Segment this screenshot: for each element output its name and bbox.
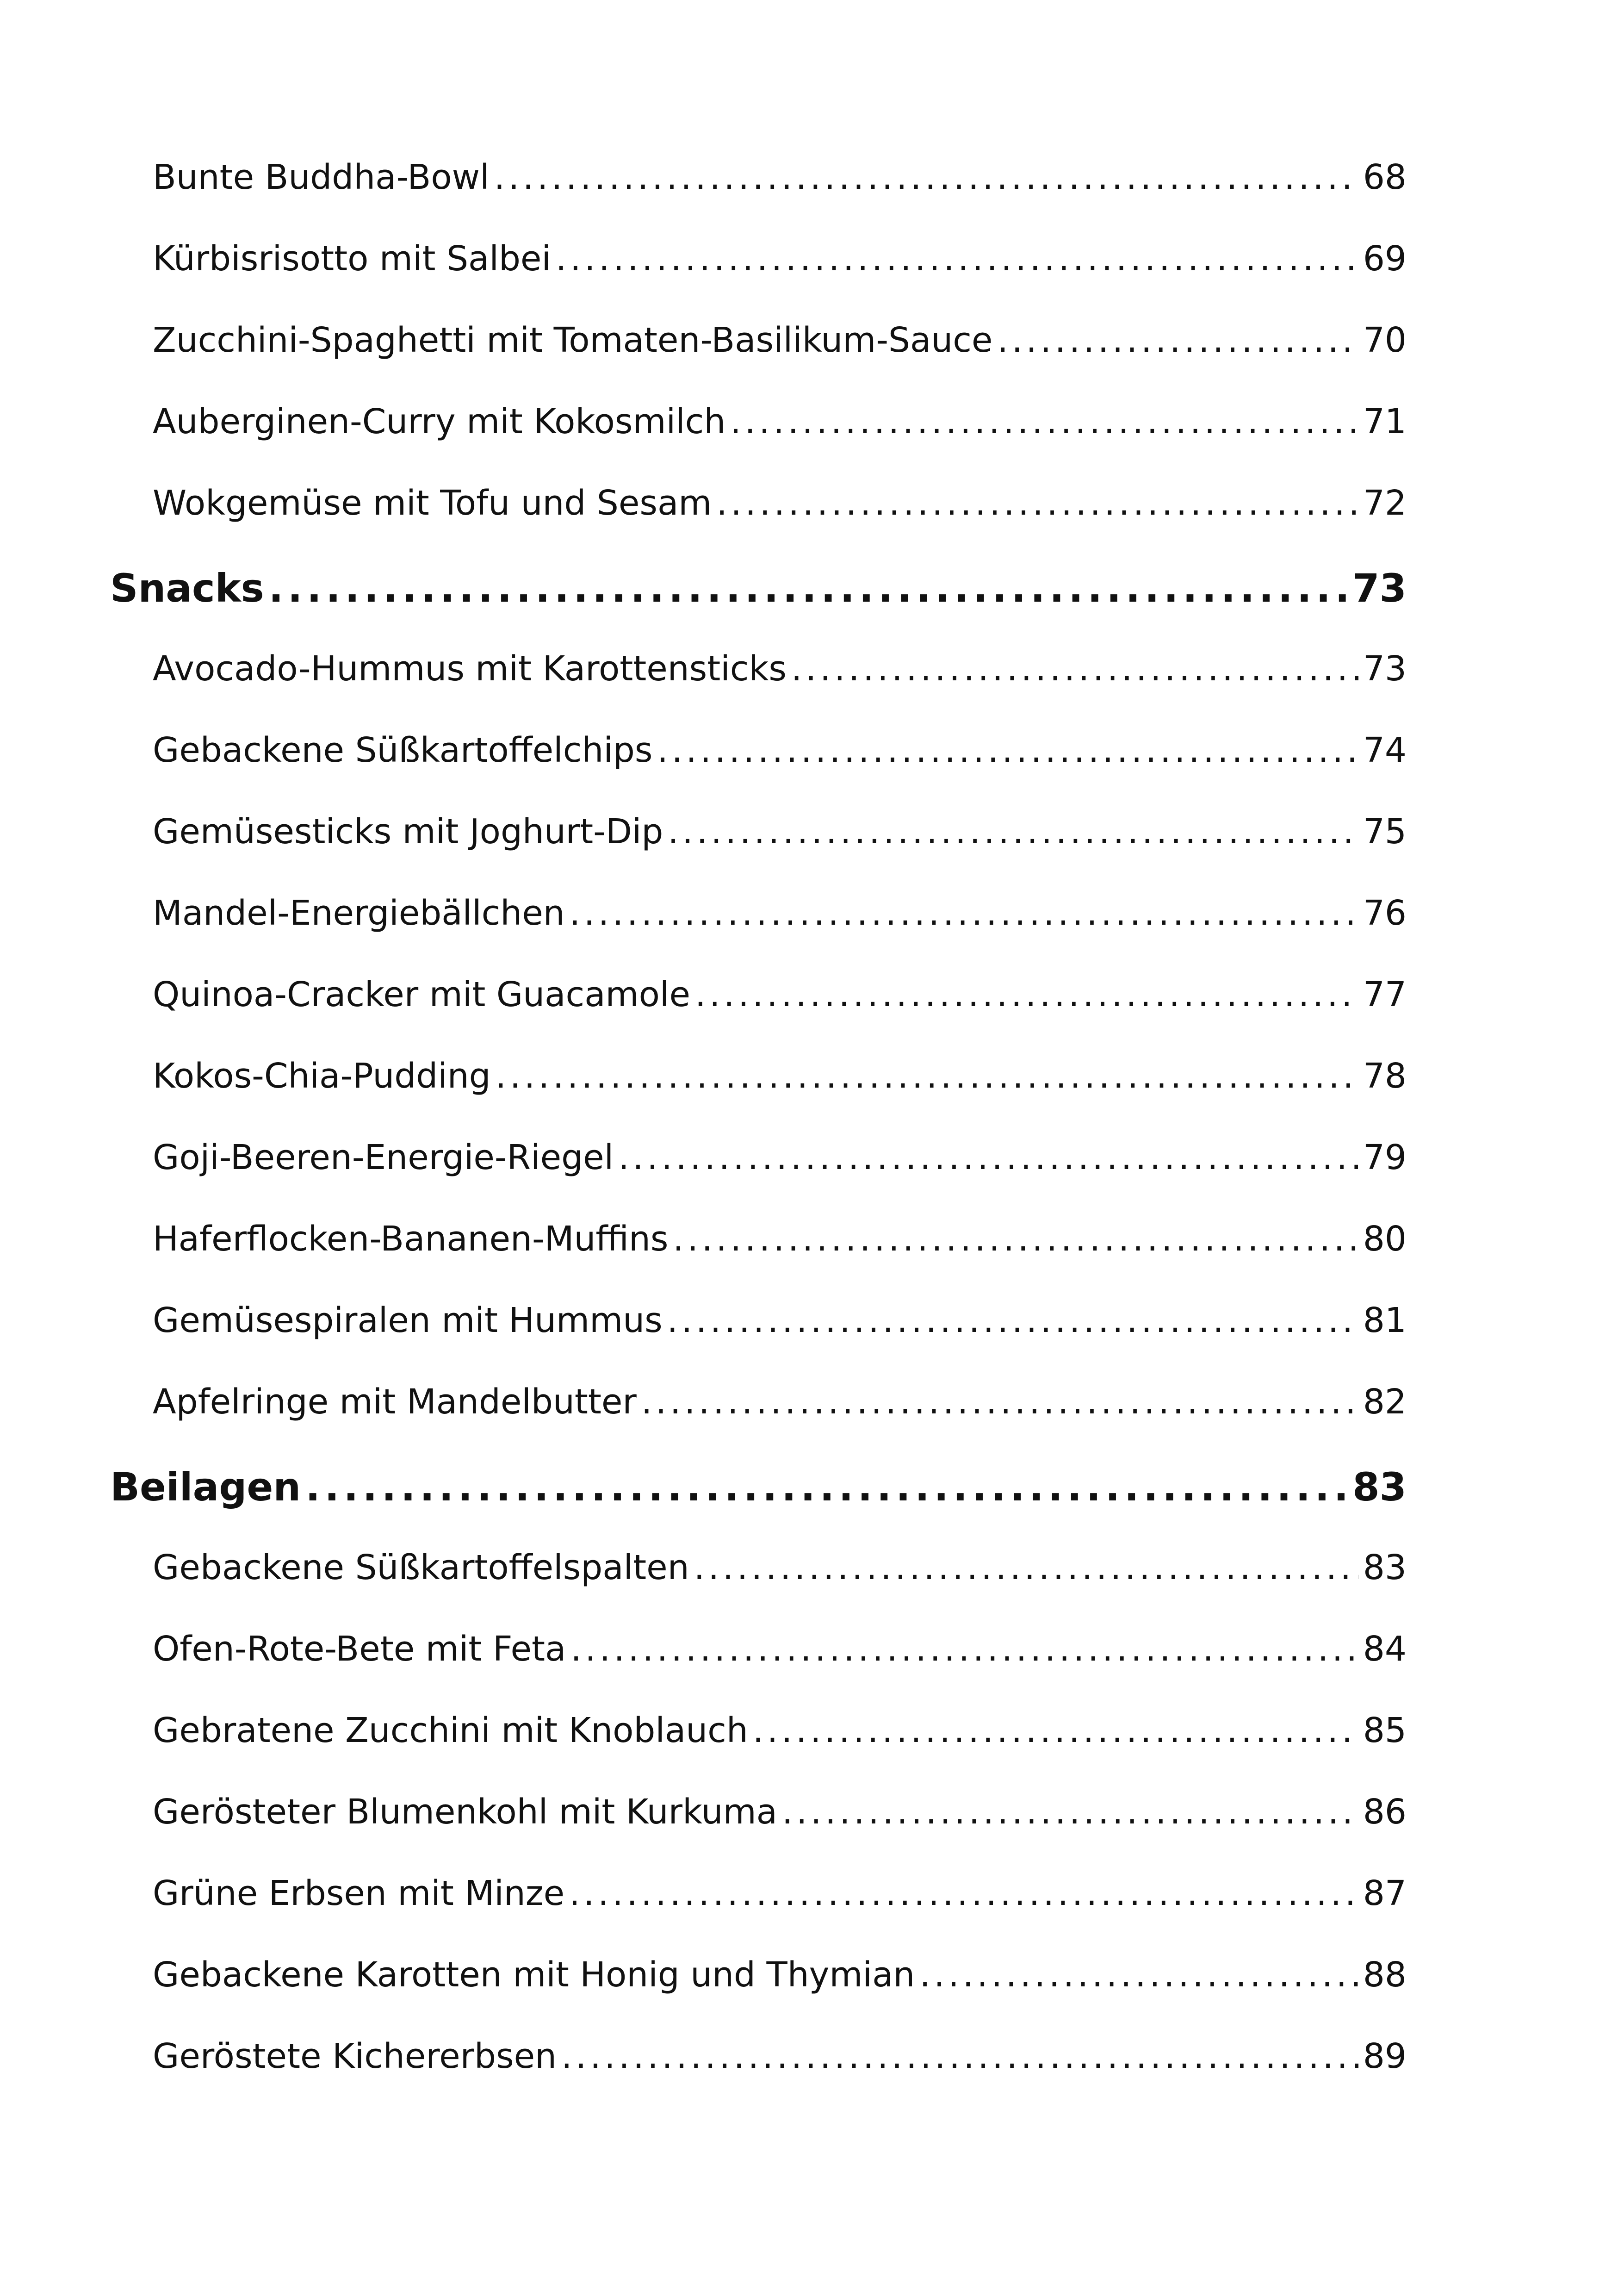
toc-entry-title: Quinoa-Cracker mit Guacamole xyxy=(153,975,690,1014)
toc-page-number: 75 xyxy=(1363,812,1407,852)
toc-entry-title: Zucchini-Spaghetti mit Tomaten-Basilikum-Sauce xyxy=(153,320,993,360)
toc-entry xyxy=(153,1955,1407,1995)
toc-entry xyxy=(153,239,1407,279)
toc-entry-title: Grüne Erbsen mit Minze xyxy=(153,1873,565,1913)
toc-page-number: 83 xyxy=(1363,1548,1407,1587)
toc-entry xyxy=(153,1138,1407,1177)
toc-entry-title: Gerösteter Blumenkohl mit Kurkuma xyxy=(153,1792,777,1832)
dot-leader xyxy=(569,1873,1358,1913)
toc-entry xyxy=(153,1629,1407,1669)
dot-leader xyxy=(673,1219,1358,1259)
dot-leader xyxy=(657,730,1358,770)
toc-entry-title: Ofen-Rote-Bete mit Feta xyxy=(153,1629,566,1669)
toc-entry xyxy=(153,483,1407,523)
toc-entry-title: Gebackene Karotten mit Honig und Thymian xyxy=(153,1955,915,1995)
toc-entry-title: Gebackene Süßkartoffelchips xyxy=(153,730,653,770)
toc-page-number: 73 xyxy=(1363,649,1407,689)
toc-page-number: 81 xyxy=(1363,1300,1407,1340)
toc-page-number: 82 xyxy=(1363,1382,1407,1422)
toc-entry-title: Geröstete Kichererbsen xyxy=(153,2036,557,2076)
toc-entry-title: Kürbisrisotto mit Salbei xyxy=(153,239,552,279)
toc-entry xyxy=(153,1711,1407,1750)
toc-page-number: 84 xyxy=(1363,1629,1407,1669)
toc-entry-title: Snacks xyxy=(110,566,264,611)
dot-leader xyxy=(561,2036,1358,2076)
dot-leader xyxy=(618,1138,1358,1177)
toc-page-number: 87 xyxy=(1363,1873,1407,1913)
dot-leader xyxy=(694,1548,1358,1587)
dot-leader xyxy=(556,239,1358,279)
toc-entry-title: Gebackene Süßkartoffelspalten xyxy=(153,1548,689,1587)
toc-section-heading xyxy=(110,1464,1407,1510)
toc-page-number: 83 xyxy=(1352,1464,1407,1510)
toc-page-number: 86 xyxy=(1363,1792,1407,1832)
toc-entry-title: Mandel-Energiebällchen xyxy=(153,893,565,933)
toc-entry xyxy=(153,649,1407,689)
dot-leader xyxy=(997,320,1358,360)
toc-entry-title: Haferflocken-Bananen-Muffins xyxy=(153,1219,669,1259)
dot-leader xyxy=(494,157,1358,197)
dot-leader xyxy=(919,1955,1358,1995)
dot-leader xyxy=(668,812,1358,852)
dot-leader xyxy=(753,1711,1358,1750)
toc-entry-title: Gemüsesticks mit Joghurt-Dip xyxy=(153,812,663,852)
toc-page-number: 79 xyxy=(1363,1138,1407,1177)
toc-entry-title: Avocado-Hummus mit Karottensticks xyxy=(153,649,787,689)
toc-entry xyxy=(153,402,1407,442)
dot-leader xyxy=(641,1382,1358,1422)
toc-entry-title: Gemüsespiralen mit Hummus xyxy=(153,1300,663,1340)
toc-page-number: 78 xyxy=(1363,1056,1407,1096)
toc-page-number: 89 xyxy=(1363,2036,1407,2076)
toc-entry xyxy=(153,157,1407,197)
toc-entry xyxy=(153,1873,1407,1913)
dot-leader xyxy=(570,893,1358,933)
toc-entry-title: Beilagen xyxy=(110,1464,301,1510)
dot-leader xyxy=(695,975,1358,1014)
toc-page-number: 80 xyxy=(1363,1219,1407,1259)
toc-entry xyxy=(153,1792,1407,1832)
toc-entry xyxy=(153,1382,1407,1422)
dot-leader xyxy=(570,1629,1358,1669)
toc-entry xyxy=(153,893,1407,933)
toc-entry xyxy=(153,730,1407,770)
toc-entry-title: Gebratene Zucchini mit Knoblauch xyxy=(153,1711,748,1750)
toc-page-number: 85 xyxy=(1363,1711,1407,1750)
toc-entry-title: Wokgemüse mit Tofu und Sesam xyxy=(153,483,712,523)
toc-page-number: 72 xyxy=(1363,483,1407,523)
toc-entry-title: Kokos-Chia-Pudding xyxy=(153,1056,491,1096)
toc-entry xyxy=(153,320,1407,360)
dot-leader xyxy=(730,402,1358,442)
toc-entry xyxy=(153,1056,1407,1096)
toc-entry xyxy=(153,2036,1407,2076)
dot-leader xyxy=(305,1464,1348,1510)
toc-page-number: 71 xyxy=(1363,402,1407,442)
toc-entry xyxy=(153,975,1407,1014)
dot-leader xyxy=(667,1300,1358,1340)
toc-section-heading xyxy=(110,566,1407,611)
dot-leader xyxy=(782,1792,1358,1832)
toc-entry xyxy=(153,1548,1407,1587)
dot-leader xyxy=(716,483,1358,523)
toc-page-number: 70 xyxy=(1363,320,1407,360)
toc-entry-title: Auberginen-Curry mit Kokosmilch xyxy=(153,402,726,442)
toc-page-number: 76 xyxy=(1363,893,1407,933)
toc-page-number: 74 xyxy=(1363,730,1407,770)
dot-leader xyxy=(791,649,1358,689)
toc-entry-title: Bunte Buddha-Bowl xyxy=(153,157,490,197)
toc-page-number: 69 xyxy=(1363,239,1407,279)
toc-entry xyxy=(153,1300,1407,1340)
toc-page-number: 77 xyxy=(1363,975,1407,1014)
toc-entry xyxy=(153,1219,1407,1259)
toc-page-number: 88 xyxy=(1363,1955,1407,1995)
toc-entry-title: Apfelringe mit Mandelbutter xyxy=(153,1382,637,1422)
dot-leader xyxy=(269,566,1348,611)
toc-entry-title: Goji-Beeren-Energie-Riegel xyxy=(153,1138,614,1177)
toc-page-number: 73 xyxy=(1352,566,1407,611)
toc-page-number: 68 xyxy=(1363,157,1407,197)
dot-leader xyxy=(496,1056,1358,1096)
toc-entry xyxy=(153,812,1407,852)
